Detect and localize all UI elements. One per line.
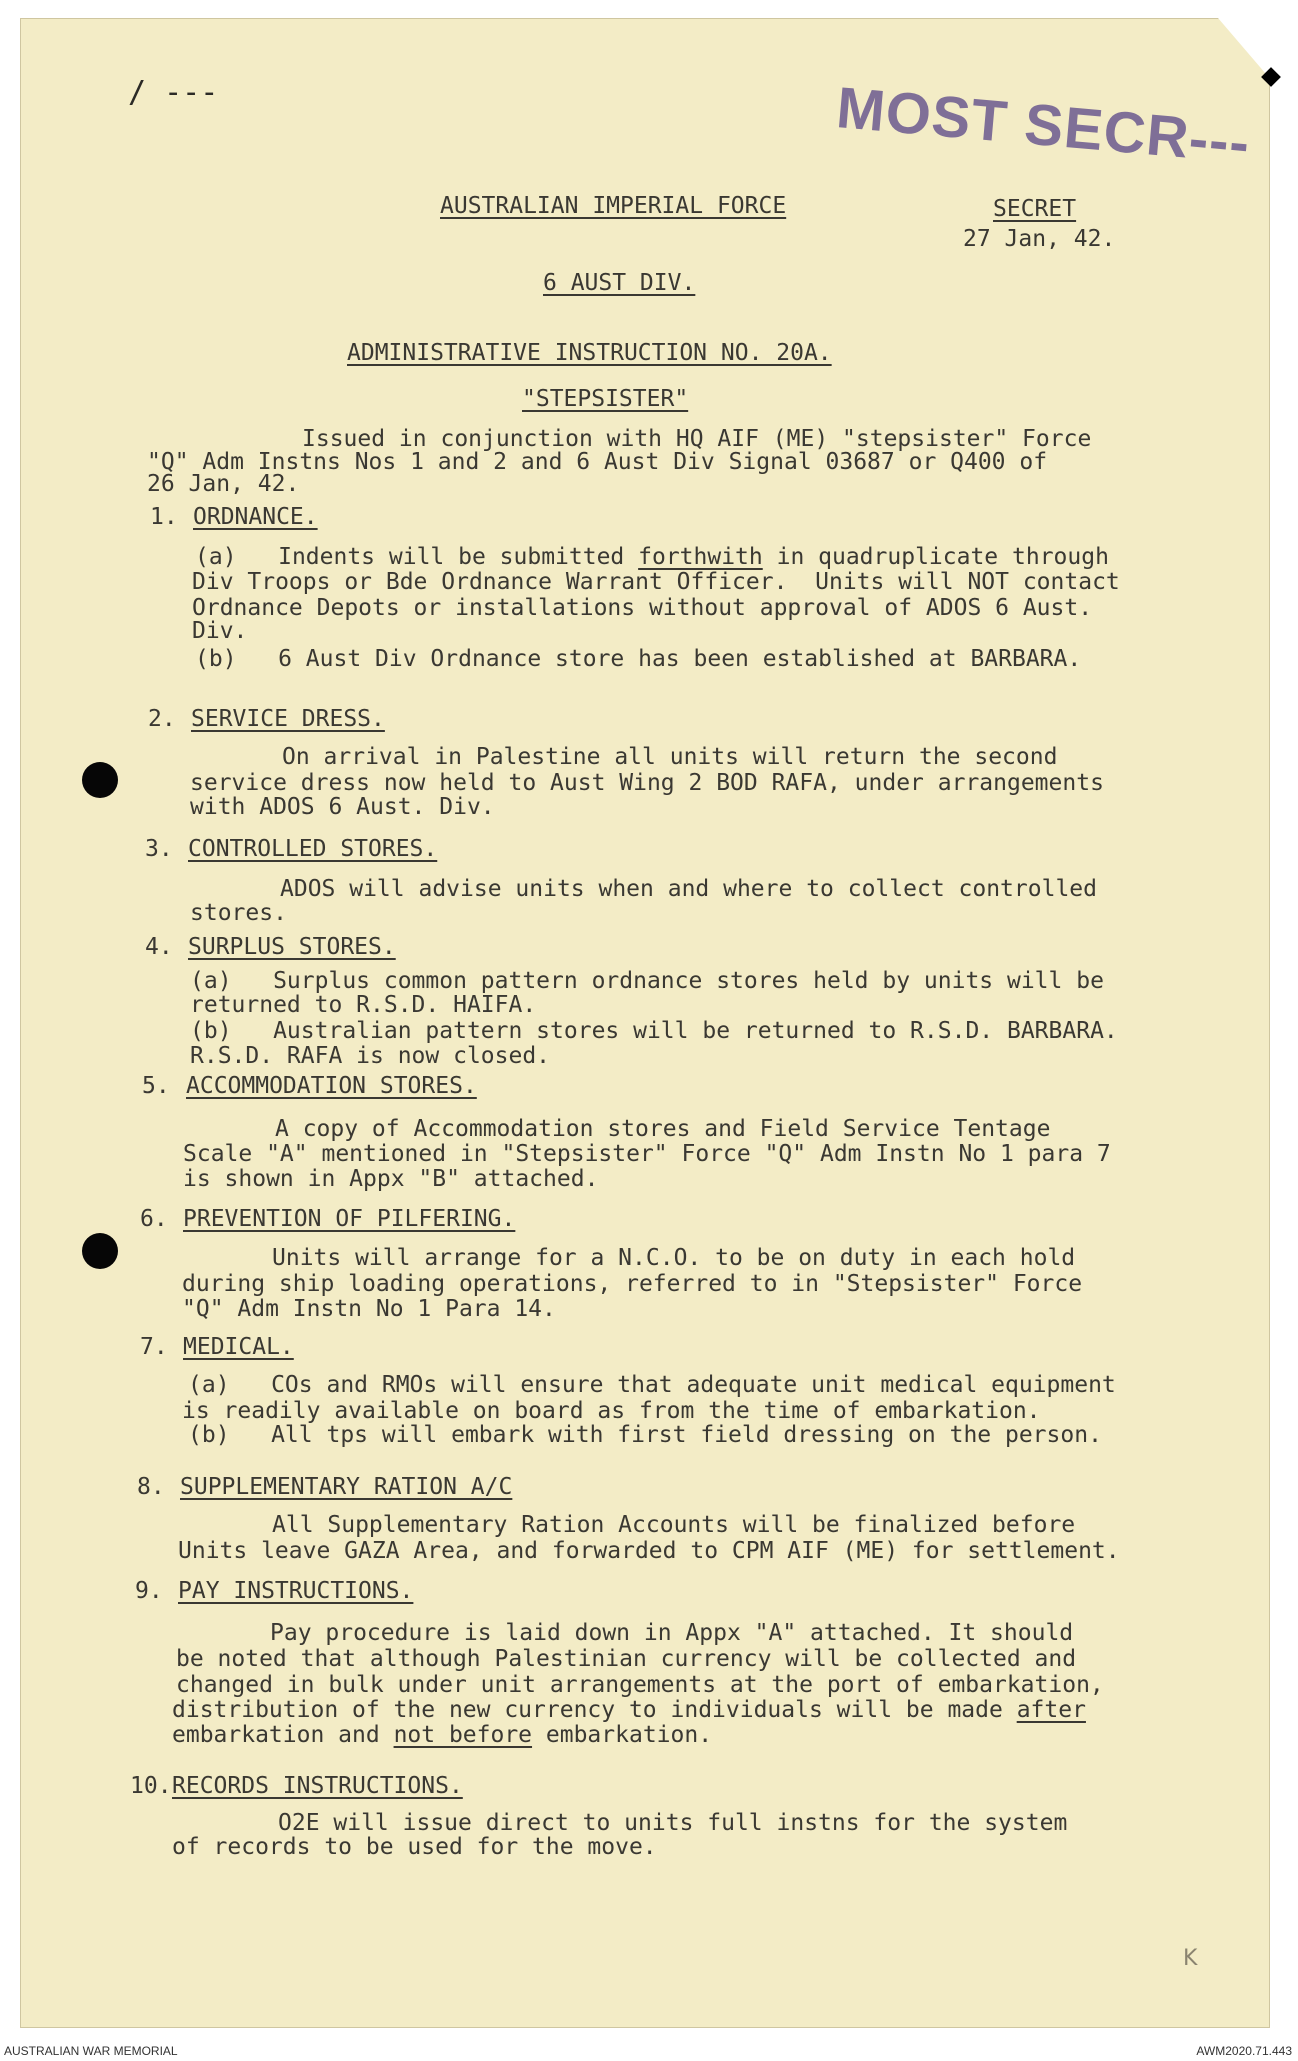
section-line: of records to be used for the move. <box>172 1834 657 1860</box>
punch-hole <box>82 1233 118 1269</box>
section-line: A copy of Accommodation stores and Field Service Tentage <box>275 1116 1051 1142</box>
classification-label: SECRET <box>993 196 1077 222</box>
section-line: (a) COs and RMOs will ensure that adequate unit medical equipment <box>188 1372 1116 1398</box>
force-heading: AUSTRALIAN IMPERIAL FORCE <box>440 193 787 219</box>
section-line: R.S.D. RAFA is now closed. <box>190 1043 551 1069</box>
section-number: 6. <box>140 1206 168 1232</box>
section-line: Pay procedure is laid down in Appx "A" attached. It should <box>270 1620 1074 1646</box>
section-title-supplementary-ration: SUPPLEMENTARY RATION A/C <box>180 1474 513 1500</box>
section-line: Units leave GAZA Area, and forwarded to CPM AIF (ME) for settlement. <box>178 1538 1120 1564</box>
section-title-prevention-of-pilfering: PREVENTION OF PILFERING. <box>183 1206 516 1232</box>
section-line: during ship loading operations, referred to in "Stepsister" Force <box>182 1271 1083 1297</box>
section-line: stores. <box>190 900 287 926</box>
section-number: 7. <box>140 1334 168 1360</box>
section-line: On arrival in Palestine all units will return the second <box>282 744 1058 770</box>
archive-reference-number: AWM2020.71.443 <box>1196 2044 1292 2058</box>
punch-hole <box>82 762 118 798</box>
section-line: Div Troops or Bde Ordnance Warrant Officer. Units will NOT contact <box>192 569 1120 595</box>
section-line: changed in bulk under unit arrangements at the port of embarkation, <box>176 1672 1104 1698</box>
section-line: Scale "A" mentioned in "Stepsister" Force "Q" Adm Instn No 1 para 7 <box>183 1141 1111 1167</box>
section-title-ordnance: ORDNANCE. <box>193 504 318 530</box>
section-line: service dress now held to Aust Wing 2 BOD RAFA, under arrangements <box>190 770 1104 796</box>
section-title-accommodation-stores: ACCOMMODATION STORES. <box>186 1073 477 1099</box>
section-number: 4. <box>145 934 173 960</box>
section-line: (b) Australian pattern stores will be returned to R.S.D. BARBARA. <box>190 1018 1118 1044</box>
codename-title: "STEPSISTER" <box>522 386 689 412</box>
archive-credit: AUSTRALIAN WAR MEMORIAL <box>4 2044 178 2058</box>
section-line: (b) All tps will embark with first field dressing on the person. <box>188 1422 1102 1448</box>
section-number: 3. <box>145 836 173 862</box>
section-line: Ordnance Depots or installations without approval of ADOS 6 Aust. <box>192 595 1093 621</box>
section-line: returned to R.S.D. HAIFA. <box>190 992 537 1018</box>
document-date: 27 Jan, 42. <box>963 226 1116 252</box>
intro-line: Issued in conjunction with HQ AIF (ME) "stepsister" Force <box>302 426 1092 452</box>
section-line: All Supplementary Ration Accounts will be finalized before <box>272 1512 1076 1538</box>
section-number: 9. <box>135 1578 163 1604</box>
section-title-service-dress: SERVICE DRESS. <box>191 706 385 732</box>
section-line: with ADOS 6 Aust. Div. <box>190 794 495 820</box>
division-heading: 6 AUST DIV. <box>543 270 696 296</box>
section-line: Div. <box>192 618 248 644</box>
section-line: (a) Surplus common pattern ordnance stores held by units will be <box>190 968 1104 994</box>
section-line: ADOS will advise units when and where to collect controlled <box>280 876 1097 902</box>
section-line: is shown in Appx "B" attached. <box>183 1166 599 1192</box>
section-title-records-instructions: RECORDS INSTRUCTIONS. <box>172 1773 463 1799</box>
instruction-title: ADMINISTRATIVE INSTRUCTION NO. 20A. <box>347 340 832 366</box>
section-title-controlled-stores: CONTROLLED STORES. <box>188 836 438 862</box>
pencil-mark: K <box>1183 1946 1198 1971</box>
section-title-medical: MEDICAL. <box>183 1334 294 1360</box>
section-number: 8. <box>137 1474 165 1500</box>
section-line: is readily available on board as from the time of embarkation. <box>182 1398 1041 1424</box>
intro-line: 26 Jan, 42. <box>147 471 300 497</box>
section-line: "Q" Adm Instn No 1 Para 14. <box>182 1296 556 1322</box>
most-secret-stamp: MOST SECR--- <box>833 75 1253 176</box>
section-number: 2. <box>148 706 176 732</box>
section-line: (a) Indents will be submitted forthwith in quadruplicate through <box>195 544 1109 570</box>
section-number: 1. <box>150 504 178 530</box>
section-line: be noted that although Palestinian currency will be collected and <box>176 1646 1077 1672</box>
section-line: (b) 6 Aust Div Ordnance store has been established at BARBARA. <box>195 646 1082 672</box>
reference-mark: / --- <box>128 75 219 110</box>
section-line: Units will arrange for a N.C.O. to be on duty in each hold <box>272 1245 1076 1271</box>
section-title-pay-instructions: PAY INSTRUCTIONS. <box>178 1578 414 1604</box>
section-number: 5. <box>142 1073 170 1099</box>
section-line: distribution of the new currency to individuals will be made after <box>172 1697 1086 1723</box>
section-line: O2E will issue direct to units full instns for the system <box>278 1810 1068 1836</box>
intro-line: "Q" Adm Instns Nos 1 and 2 and 6 Aust Div Signal 03687 or Q400 of <box>147 449 1048 475</box>
section-number: 10. <box>130 1773 172 1799</box>
section-title-surplus-stores: SURPLUS STORES. <box>188 934 396 960</box>
section-line: embarkation and not before embarkation. <box>172 1722 713 1748</box>
